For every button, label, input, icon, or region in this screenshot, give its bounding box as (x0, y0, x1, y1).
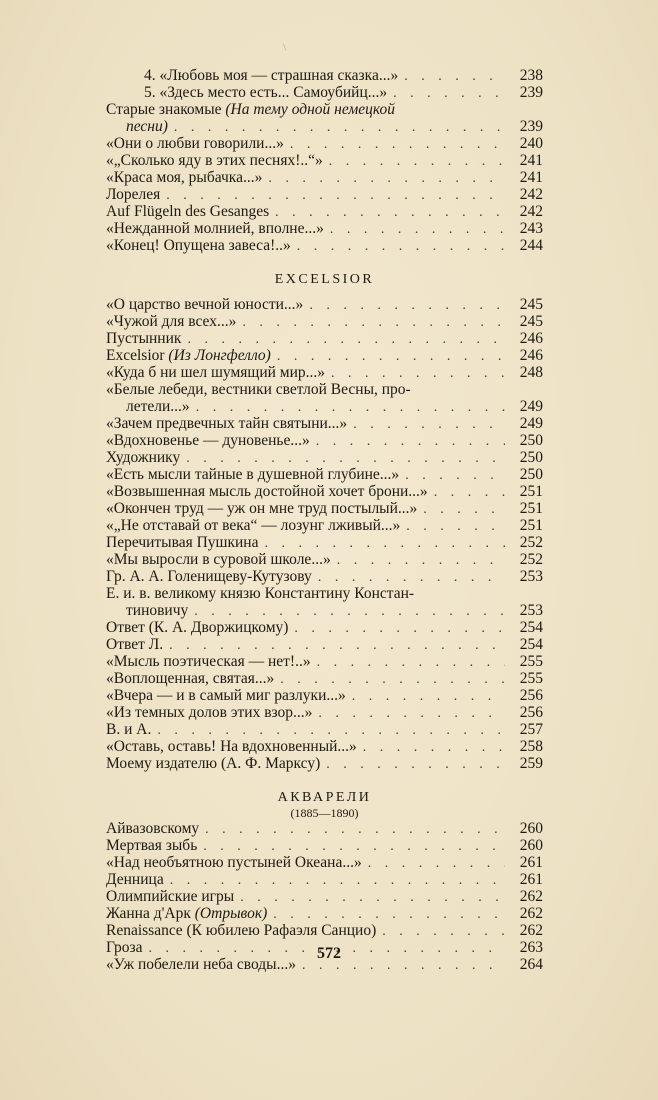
entry-title (144, 67, 398, 84)
entry-title (106, 551, 331, 568)
entry-title (106, 687, 346, 704)
entry-title (106, 636, 163, 653)
entry-title (106, 704, 312, 721)
dot-leader (264, 535, 505, 552)
entry-title (126, 602, 188, 619)
entry-page-number: 250 (519, 449, 543, 466)
entry-page-number: 260 (519, 837, 543, 854)
toc-entry[interactable] (106, 220, 543, 237)
entry-title (106, 534, 258, 551)
entry-title (106, 619, 288, 636)
dot-leader (157, 722, 505, 739)
dot-leader (393, 85, 505, 102)
entry-title-text: «Окончен труд — уж он мне труд постылый...» (106, 500, 418, 517)
entry-title (144, 84, 387, 101)
entry-page-number: 250 (519, 466, 543, 483)
dot-leader (174, 119, 505, 136)
toc-entry[interactable] (106, 466, 543, 483)
entry-title-text: Renaissance (К юбилею Рафаэля Санцио) (106, 922, 377, 939)
entry-title (106, 721, 151, 738)
entry-title (106, 347, 271, 364)
entry-title-text: «Оставь, оставь! На вдохновенный...» (106, 738, 357, 755)
dot-leader (423, 501, 505, 518)
toc-entry[interactable] (106, 854, 543, 871)
entry-title-text: «Мы выросли в суровой школе...» (106, 551, 331, 568)
entry-page-number: 252 (519, 551, 543, 568)
toc-entry[interactable] (106, 670, 543, 687)
dot-leader (330, 221, 505, 238)
dot-leader (205, 821, 505, 838)
dot-leader (273, 906, 505, 923)
toc-entry[interactable] (106, 636, 543, 653)
toc-entry[interactable] (106, 101, 543, 118)
entry-page-number: 259 (519, 755, 543, 772)
entry-title-text: Е. и. в. великому князю Константину Констан- (106, 585, 415, 602)
entry-title-text: «Чужой для всех...» (106, 313, 237, 330)
entry-page-number: 255 (519, 653, 543, 670)
entry-title (106, 381, 411, 398)
toc-entry[interactable] (106, 203, 543, 220)
entry-title-text: «Есть мысли тайные в душевной глубине...» (106, 466, 400, 483)
entry-title (106, 135, 284, 152)
entry-page-number: 249 (519, 398, 543, 415)
dot-leader (434, 484, 505, 501)
entry-title-text: «Воплощенная, святая...» (106, 670, 275, 687)
entry-page-number: 244 (519, 237, 543, 254)
entry-title-text: «Уж побелели неба своды...» (106, 956, 296, 973)
paper-mark: \ (283, 40, 287, 54)
entry-title-text: Перечитывая Пушкина (106, 534, 259, 551)
entry-note: (Отрывок) (194, 905, 268, 922)
entry-title-text: «Вчера — и в самый миг разлуки...» (106, 687, 346, 704)
section-gap (106, 254, 543, 271)
entry-page-number: 241 (519, 169, 543, 186)
dot-leader (166, 187, 505, 204)
entry-page-number: 261 (519, 871, 543, 888)
toc-entry[interactable] (106, 738, 543, 755)
toc-entry[interactable] (106, 432, 543, 449)
entry-title (106, 364, 325, 381)
dot-leader (405, 467, 505, 484)
dot-leader (203, 838, 505, 855)
table-of-contents (106, 67, 543, 973)
entry-page-number: 243 (519, 220, 543, 237)
entry-title-text: Художнику (106, 449, 181, 466)
toc-entry[interactable] (106, 364, 543, 381)
entry-page-number: 262 (519, 888, 543, 905)
entry-title (106, 888, 234, 905)
toc-entry[interactable] (106, 653, 543, 670)
entry-title-text: тиновичу (126, 602, 189, 619)
entry-page-number: 239 (519, 84, 543, 101)
entry-page-number: 260 (519, 820, 543, 837)
entry-title (106, 653, 311, 670)
entry-title (106, 854, 362, 871)
entry-page-number: 239 (519, 118, 543, 135)
section-gap (106, 288, 543, 296)
toc-entry[interactable] (106, 619, 543, 636)
dot-leader (170, 872, 505, 889)
entry-page-number: 251 (519, 517, 543, 534)
toc-entry[interactable] (106, 152, 543, 169)
entry-page-number: 238 (519, 67, 543, 84)
dot-leader (294, 620, 505, 637)
entry-title (106, 466, 399, 483)
entry-title-text: Моему издателю (А. Ф. Марксу) (106, 755, 321, 772)
toc-entry[interactable] (106, 888, 543, 905)
entry-page-number: 263 (519, 939, 543, 956)
dot-leader (337, 552, 505, 569)
entry-title-text: «Вдохновенье — дуновенье...» (106, 432, 310, 449)
dot-leader (363, 739, 505, 756)
entry-title (106, 820, 199, 837)
dot-leader (329, 153, 505, 170)
dot-leader (242, 314, 505, 331)
toc-entry[interactable] (106, 347, 543, 364)
dot-leader (309, 297, 505, 314)
entry-title-text: Пустынник (106, 330, 182, 347)
dot-leader (240, 889, 505, 906)
dot-leader (406, 518, 505, 535)
entry-title (106, 432, 310, 449)
entry-title-text: «Они о любви говорили...» (106, 135, 284, 152)
entry-title-text: Айвазовскому (106, 820, 200, 837)
entry-title (106, 483, 428, 500)
dot-leader (169, 637, 505, 654)
dot-leader (186, 450, 505, 467)
toc-entry[interactable] (106, 398, 543, 415)
entry-page-number: 242 (519, 203, 543, 220)
entry-page-number: 240 (519, 135, 543, 152)
entry-page-number: 245 (519, 313, 543, 330)
toc-entry[interactable] (106, 837, 543, 854)
dot-leader (353, 416, 505, 433)
entry-title-text: «„Сколько яду в этих песнях!..“» (106, 152, 323, 169)
toc-entry[interactable] (106, 415, 543, 432)
dot-leader (277, 348, 505, 365)
entry-page-number: 249 (519, 415, 543, 432)
toc-entry[interactable] (106, 84, 543, 101)
entry-title-text: «Из темных долов этих взор...» (106, 704, 313, 721)
entry-title-text: «Над необъятною пустыней Океана...» (106, 854, 362, 871)
entry-title (106, 905, 267, 922)
entry-title (106, 517, 400, 534)
entry-page-number: 251 (519, 483, 543, 500)
dot-leader (187, 331, 505, 348)
dot-leader (316, 433, 505, 450)
dot-leader (318, 569, 505, 586)
entry-title (106, 568, 312, 585)
entry-page-number: 253 (519, 602, 543, 619)
toc-entry[interactable] (106, 186, 543, 203)
entry-title-text: Гроза (106, 939, 143, 956)
entry-title-text: 5. «Здесь место есть... Самоубийц...» (144, 84, 388, 101)
dot-leader (326, 756, 505, 773)
entry-page-number: 261 (519, 854, 543, 871)
entry-page-number: 256 (519, 687, 543, 704)
entry-title-text: летели...» (126, 398, 190, 415)
entry-title (106, 330, 181, 347)
entry-title-text: Старые знакомые (106, 101, 222, 118)
entry-page-number: 262 (519, 905, 543, 922)
dot-leader (280, 671, 505, 688)
entry-title-text: «О царство вечной юности...» (106, 296, 304, 313)
entry-page-number: 262 (519, 922, 543, 939)
toc-entry[interactable] (106, 517, 543, 534)
entry-title (106, 186, 160, 203)
entry-page-number: 250 (519, 432, 543, 449)
entry-title (106, 500, 417, 517)
entry-title (106, 837, 197, 854)
entry-title (106, 871, 164, 888)
toc-entry[interactable] (106, 500, 543, 517)
entry-title-text: Жанна д'Арк (106, 905, 191, 922)
dot-leader (368, 855, 505, 872)
entry-title-text: «Белые лебеди, вестники светлой Весны, про- (106, 381, 411, 398)
entry-title-text: В. и А. (106, 721, 152, 738)
entry-title-text: 4. «Любовь моя — страшная сказка...» (144, 67, 399, 84)
toc-entry[interactable] (106, 687, 543, 704)
entry-title (106, 220, 324, 237)
toc-entry[interactable] (106, 449, 543, 466)
entry-title (106, 449, 180, 466)
toc-entry[interactable] (106, 330, 543, 347)
entry-title (106, 169, 262, 186)
toc-entry[interactable] (106, 585, 543, 602)
entry-title (106, 415, 347, 432)
toc-entry[interactable] (106, 118, 543, 135)
section-gap (106, 772, 543, 789)
entry-title-text: Олимпийские игры (106, 888, 235, 905)
entry-title (126, 118, 168, 135)
dot-leader (297, 238, 505, 255)
entry-page-number: 246 (519, 347, 543, 364)
entry-note: песни) (126, 118, 168, 135)
entry-page-number: 241 (519, 152, 543, 169)
entry-title-text: Ответ Л. (106, 636, 164, 653)
entry-note: (На тему одной немецкой (225, 101, 396, 118)
toc-entry[interactable] (106, 313, 543, 330)
entry-note: (Из Лонгфелло) (168, 347, 271, 364)
entry-title (106, 670, 274, 687)
entry-title (106, 101, 395, 118)
toc-entry[interactable] (106, 483, 543, 500)
dot-leader (331, 365, 505, 382)
dot-leader (275, 204, 505, 221)
entry-page-number: 252 (519, 534, 543, 551)
dot-leader (268, 170, 505, 187)
entry-title (106, 755, 320, 772)
entry-page-number: 257 (519, 721, 543, 738)
section-heading: EXCELSIOR (274, 272, 375, 287)
entry-title-text: Денница (106, 871, 164, 888)
entry-title (106, 313, 236, 330)
entry-title (106, 738, 357, 755)
dot-leader (404, 68, 505, 85)
section-subheading: (1885—1890) (290, 806, 359, 820)
entry-title-text: «Конец! Опущена завеса!..» (106, 237, 291, 254)
entry-page-number: 254 (519, 636, 543, 653)
entry-page-number: 255 (519, 670, 543, 687)
entry-page-number: 258 (519, 738, 543, 755)
toc-entry[interactable] (106, 704, 543, 721)
entry-title (106, 922, 376, 939)
toc-entry[interactable] (106, 237, 543, 254)
entry-title-text: «„Не отставай от века“ — лозунг лживый...» (106, 517, 401, 534)
entry-title (106, 296, 303, 313)
entry-title-text: «Возвышенная мысль достойной хочет брони...» (106, 483, 428, 500)
entry-title-text: «Краса моя, рыбачка...» (106, 169, 263, 186)
entry-title-text: «Куда б ни шел шумящий мир...» (106, 364, 326, 381)
entry-title-text: Лорелея (106, 186, 161, 203)
entry-title (126, 398, 190, 415)
toc-entry[interactable] (106, 922, 543, 939)
entry-page-number: 251 (519, 500, 543, 517)
toc-entry[interactable] (106, 551, 543, 568)
toc-entry[interactable] (106, 534, 543, 551)
toc-entry[interactable] (106, 296, 543, 313)
toc-entry[interactable] (106, 381, 543, 398)
entry-title-text: Excelsior (106, 347, 165, 364)
toc-entry[interactable] (106, 135, 543, 152)
entry-page-number: 254 (519, 619, 543, 636)
dot-leader (318, 705, 505, 722)
entry-page-number: 246 (519, 330, 543, 347)
entry-title-text: «Мысль поэтическая — нет!..» (106, 653, 311, 670)
toc-entry[interactable] (106, 721, 543, 738)
dot-leader (196, 399, 505, 416)
toc-entry[interactable] (106, 568, 543, 585)
entry-title-text: Ответ (К. А. Дворжицкому) (106, 619, 289, 636)
entry-title (106, 152, 323, 169)
toc-entry[interactable] (106, 755, 543, 772)
entry-title-text: Гр. А. А. Голенищеву-Кутузову (106, 568, 312, 585)
toc-entry[interactable] (106, 820, 543, 837)
entry-page-number: 264 (519, 956, 543, 973)
entry-page-number: 256 (519, 704, 543, 721)
dot-leader (194, 603, 505, 620)
dot-leader (382, 923, 505, 940)
toc-entry[interactable] (106, 602, 543, 619)
toc-entry[interactable] (106, 169, 543, 186)
entry-page-number: 248 (519, 364, 543, 381)
entry-title-text: Auf Flügeln des Gesanges (106, 203, 270, 220)
entry-title (106, 585, 414, 602)
toc-entry[interactable] (106, 871, 543, 888)
entry-title (106, 203, 269, 220)
dot-leader (290, 136, 505, 153)
toc-entry[interactable] (106, 67, 543, 84)
entry-page-number: 253 (519, 568, 543, 585)
entry-title-text: Мертвая зыбь (106, 837, 198, 854)
entry-page-number: 245 (519, 296, 543, 313)
entry-title-text: «Зачем предвечных тайн святыни...» (106, 415, 348, 432)
entry-page-number: 242 (519, 186, 543, 203)
toc-entry[interactable] (106, 905, 543, 922)
section-heading: АКВАРЕЛИ (277, 790, 372, 805)
entry-title (106, 237, 291, 254)
entry-title-text: «Нежданной молнией, вполне...» (106, 220, 324, 237)
dot-leader (317, 654, 505, 671)
dot-leader (352, 688, 505, 705)
page-number: 572 (317, 945, 341, 962)
